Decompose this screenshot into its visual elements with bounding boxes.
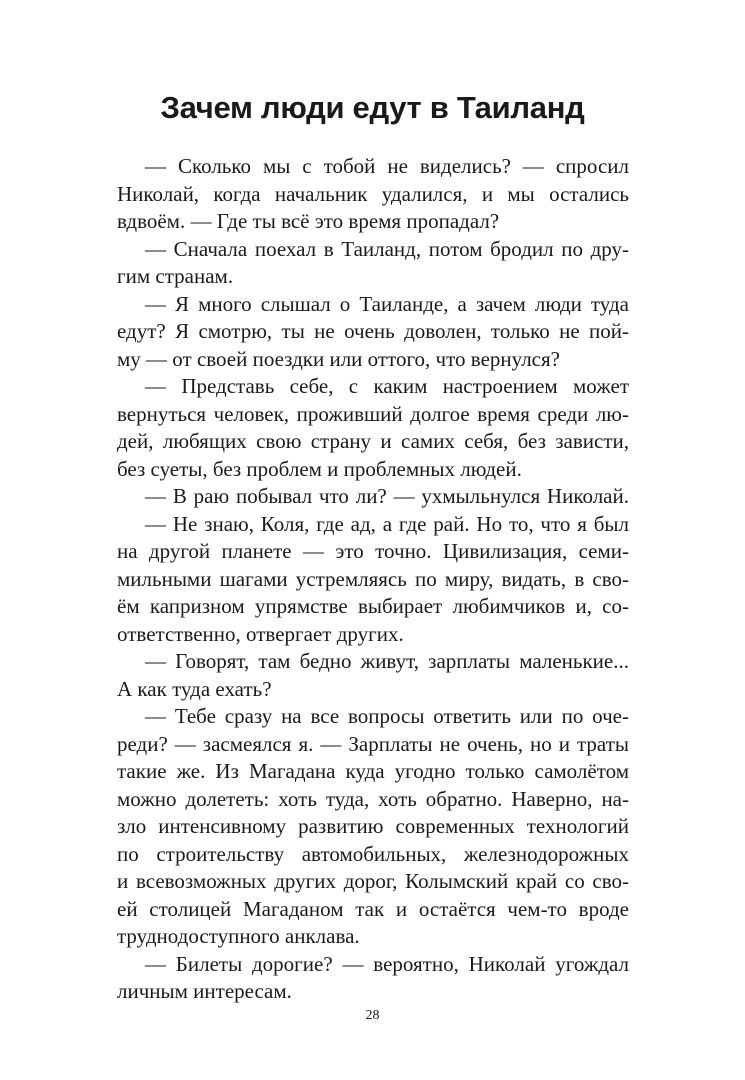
page-number: 28: [365, 1008, 380, 1023]
text-line: мильными шагами устремляясь по миру, видать, в сво-: [117, 566, 629, 591]
text-line: и всевозможных других дорог, Колымский край со сво-: [117, 869, 629, 893]
text-line: — Сколько мы с тобой не виделись? — спросил: [145, 154, 629, 178]
text-line: вдвоём. — Где ты всё это время пропадал?: [117, 209, 500, 233]
text-line: — Представь себе, с каким настроением может: [145, 374, 629, 398]
chapter-body: [117, 153, 629, 1006]
text-line: — Тебе сразу на все вопросы ответить или по оче-: [145, 704, 629, 728]
text-line: гим странам.: [117, 264, 234, 288]
text-line: — Я много слышал о Таиланде, а зачем люди туда: [145, 291, 629, 316]
text-line: ей столицей Магаданом так и остаётся чем-то вроде: [117, 896, 629, 921]
text-line: вернуться человек, проживший долгое время среди лю-: [117, 401, 629, 426]
text-line: едут? Я смотрю, ты не очень доволен, только не пой-: [117, 319, 629, 343]
text-line: зло интенсивному развитию современных технологий: [117, 814, 629, 838]
text-line: реди? — засмеялся я. — Зарплаты не очень, но и траты: [117, 731, 629, 756]
text-line: — Билеты дорогие? — вероятно, Николай угождал: [145, 951, 629, 976]
text-line: ём капризном упрямстве выбирает любимчиков и, со-: [117, 594, 629, 618]
chapter-title: Зачем люди едут в Таиланд: [160, 90, 585, 125]
text-line: на другой планете — это точно. Цивилизация, семи-: [117, 539, 629, 563]
text-line: по строительству автомобильных, железнодорожных: [117, 841, 629, 866]
text-line: труднодоступного анклава.: [117, 924, 360, 948]
text-line: — Говорят, там бедно живут, зарплаты маленькие...: [145, 649, 629, 673]
text-line: такие же. Из Магадана куда угодно только самолётом: [117, 759, 629, 783]
text-line: му — от своей поездки или оттого, что вернулся?: [117, 346, 560, 371]
text-line: А как туда ехать?: [117, 676, 272, 701]
text-line: без суеты, без проблем и проблемных людей.: [117, 456, 522, 481]
text-line: — Сначала поехал в Таиланд, потом бродил по дру-: [145, 236, 629, 261]
text-line: дей, любящих свою страну и самих себя, без зависти,: [117, 429, 629, 453]
text-line: — В раю побывал что ли? — ухмыльнулся Николай.: [145, 484, 629, 508]
text-line: можно долететь: хоть туда, хоть обратно. Наверно, на-: [117, 786, 629, 811]
text-line: ответственно, отвергает других.: [117, 621, 404, 646]
text-line: — Не знаю, Коля, где ад, а где рай. Но то, что я был: [145, 511, 629, 536]
text-line: личным интересам.: [117, 979, 292, 1003]
text-line: Николай, когда начальник удалился, и мы остались: [117, 181, 629, 206]
